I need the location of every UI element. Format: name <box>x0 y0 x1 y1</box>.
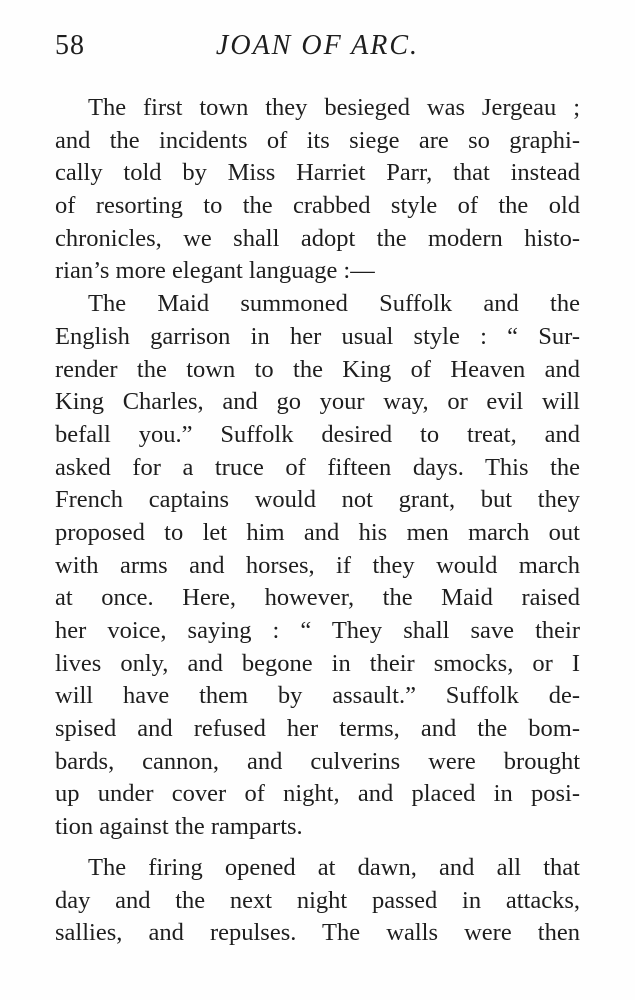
body-text <box>55 92 580 950</box>
text-line: her voice, saying : “ They shall save their <box>55 617 580 644</box>
paragraph-gap <box>55 844 580 852</box>
text-line: befall you.” Suffolk desired to treat, and <box>55 420 580 448</box>
text-line: up under cover of night, and placed in posi- <box>55 780 580 808</box>
text-line: English garrison in her usual style : “ Sur- <box>55 322 580 350</box>
text-line: tion against the ramparts. <box>55 813 303 841</box>
text-line: proposed to let him and his men march out <box>55 518 580 546</box>
text-line: The firing opened at dawn, and all that <box>88 853 580 881</box>
text-line: day and the next night passed in attacks, <box>55 886 580 914</box>
page-header <box>55 30 580 70</box>
text-line: asked for a truce of fifteen days. This the <box>55 453 580 481</box>
text-line: with arms and horses, if they would march <box>55 551 580 579</box>
text-line: rian’s more elegant language :— <box>55 257 375 285</box>
page-number: 58 <box>55 30 85 61</box>
text-line: and the incidents of its siege are so graphi- <box>55 126 580 154</box>
text-line: King Charles, and go your way, or evil will <box>55 388 580 416</box>
text-line: render the town to the King of Heaven and <box>55 355 580 383</box>
text-line: at once. Here, however, the Maid raised <box>55 584 580 612</box>
paragraph <box>55 852 580 950</box>
text-line: chronicles, we shall adopt the modern histo- <box>55 224 580 252</box>
text-line: of resorting to the crabbed style of the old <box>55 192 580 220</box>
text-line: lives only, and begone in their smocks, or I <box>55 649 580 677</box>
text-line: will have them by assault.” Suffolk de- <box>55 682 580 710</box>
text-line: The Maid summoned Suffolk and the <box>88 290 580 318</box>
text-line: cally told by Miss Harriet Parr, that instead <box>55 159 580 187</box>
paragraph <box>55 92 580 288</box>
text-line: The first town they besieged was Jergeau ; <box>88 94 580 121</box>
text-line: bards, cannon, and culverins were brought <box>55 747 580 775</box>
text-line: spised and refused her terms, and the bom- <box>55 715 580 743</box>
paragraph <box>55 288 580 844</box>
text-line: French captains would not grant, but they <box>55 486 580 514</box>
running-title: JOAN OF ARC. <box>215 30 420 61</box>
text-line: sallies, and repulses. The walls were then <box>55 919 580 947</box>
